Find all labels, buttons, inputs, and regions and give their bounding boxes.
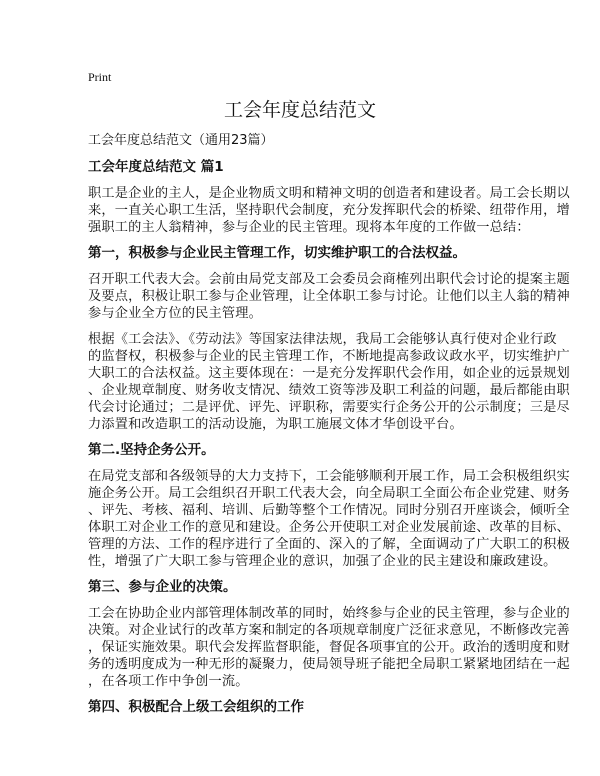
paragraph-line: 及要点，积极让职工参与企业管理，让全体职工参与讨论。让他们以主人翁的精神 — [88, 289, 570, 304]
section-heading: 第一，积极参与企业民主管理工作，切实维护职工的合法权益。 — [88, 245, 466, 261]
section-heading: 第四、积极配合上级工会组织的工作 — [88, 699, 304, 715]
document-body — [88, 132, 570, 725]
paragraph-line: 召开职工代表大会。会前由局党支部及工会委员会商榷列出职代会讨论的提案主题 — [88, 272, 570, 287]
paragraph-line: 来，一直关心职工生活，坚持职代会制度，充分发挥职代会的桥梁、纽带作用，增 — [88, 203, 570, 218]
paragraph-line: 管理的方法、工作的程序进行了全面的、深入的了解，全面调动了广大职工的积极 — [88, 537, 570, 552]
paragraph — [88, 271, 570, 322]
paragraph — [88, 468, 570, 570]
paragraph-line: ，保证实施效果。职代会发挥监督职能，督促各项事宜的公开。政治的透明度和财 — [88, 640, 570, 655]
paragraph-line: 代会讨论通过；二是评优、评先、评职称，需要实行企务公开的公示制度；三是尽 — [88, 400, 570, 415]
paragraph-line: 职工是企业的主人，是企业物质文明和精神文明的创造者和建设者。局工会长期以 — [88, 186, 570, 201]
paragraph-line: 参与企业全方位的民主管理。 — [88, 306, 263, 321]
section-heading: 第二.坚持企务公开。 — [88, 442, 215, 458]
paragraph-line: 施企务公开。局工会组织召开职工代表大会，向全局职工全面公布企业党建、财务 — [88, 486, 570, 501]
paragraph-line: ，在各项工作中争创一流。 — [88, 674, 249, 689]
paragraph-line: 大职工的合法权益。这主要体现在：一是充分发挥职代会作用，如企业的远景规划 — [88, 366, 570, 381]
section-heading: 工会年度总结范文 篇1 — [88, 159, 224, 175]
paragraph-line: 、企业规章制度、财务收支情况、绩效工资等涉及职工利益的问题，最后都能由职 — [88, 383, 570, 398]
paragraph-line: 的监督权，积极参与企业的民主管理工作，不断地提高参政议政水平，切实维护广 — [88, 349, 570, 364]
paragraph-line: 决策。对企业试行的改革方案和制定的各项规章制度广泛征求意见，不断修改完善 — [88, 623, 570, 638]
document-subtitle: 工会年度总结范文（通用23篇） — [88, 133, 274, 148]
paragraph-line: 在局党支部和各级领导的大力支持下，工会能够顺利开展工作，局工会积极组织实 — [88, 469, 570, 484]
document-title: 工会年度总结范文 — [223, 99, 376, 121]
paragraph-line: 强职工的主人翁精神，参与企业的民主管理。现将本年度的工作做一总结： — [88, 220, 530, 235]
paragraph-line: 工会在协助企业内部管理体制改革的同时，始终参与企业的民主管理，参与企业的 — [88, 606, 570, 621]
paragraph — [88, 185, 570, 236]
paragraph — [88, 331, 570, 433]
section-heading: 第三、参与企业的决策。 — [88, 579, 237, 595]
paragraph — [88, 605, 570, 690]
paragraph-line: 务的透明度成为一种无形的凝聚力，使局领导班子能把全局职工紧紧地团结在一起 — [88, 657, 570, 672]
paragraph-line: 、评先、考核、福利、培训、后勤等整个工作情况。同时分别召开座谈会，倾听全 — [88, 503, 570, 518]
paragraph-line: 力添置和改造职工的活动设施，为职工施展文体才华创设平台。 — [88, 417, 463, 432]
paragraph-line: 体职工对企业工作的意见和建设。企务公开使职工对企业发展前途、改革的目标、 — [88, 520, 570, 535]
paragraph-line: 性，增强了广大职工参与管理企业的意识，加强了企业的民主建设和廉政建设。 — [88, 554, 557, 569]
paragraph-line: 根据《工会法》、《劳动法》等国家法律法规，我局工会能够认真行使对企业行政 — [88, 332, 557, 347]
print-link[interactable]: Print — [88, 70, 112, 84]
